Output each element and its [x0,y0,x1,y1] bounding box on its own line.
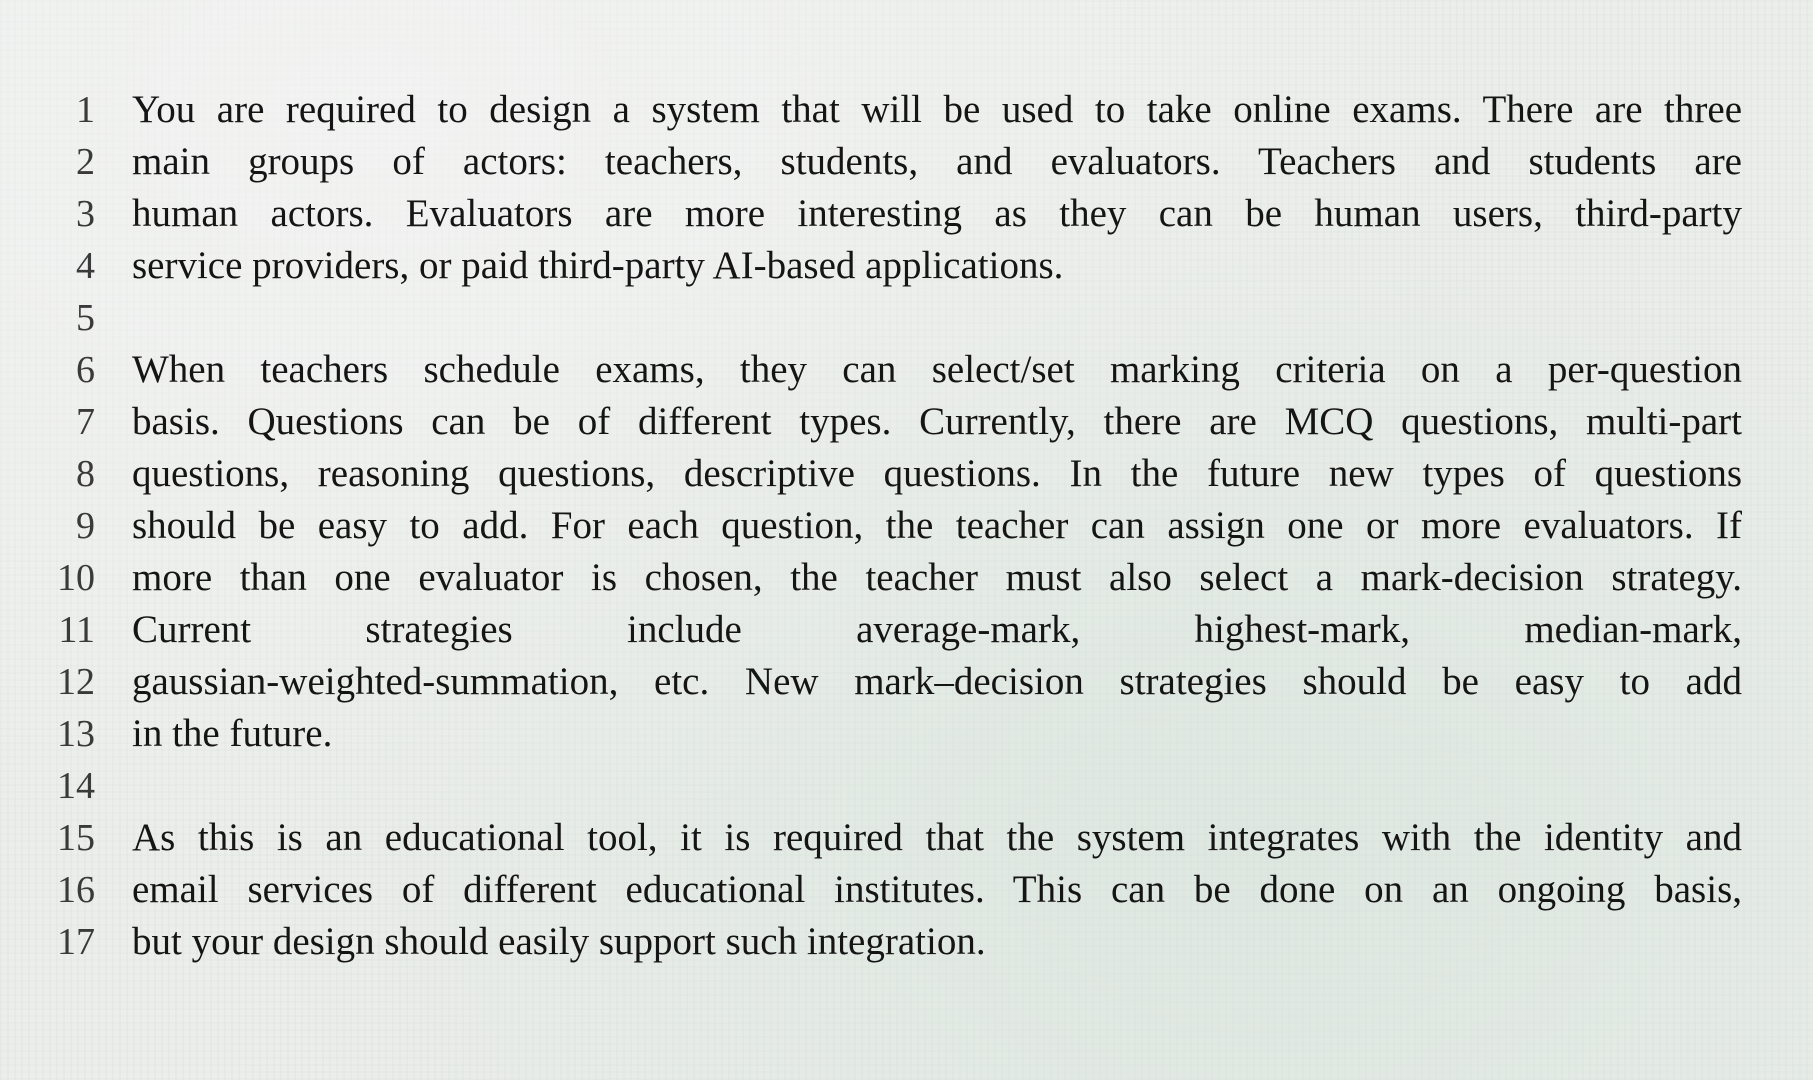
document-line [0,84,1813,136]
line-number: 2 [76,141,95,183]
line-text: should be easy to add. For each question, the teacher can assign one or more evaluators. If [132,504,1742,547]
line-text: more than one evaluator is chosen, the teacher must also select a mark-decision strategy. [132,556,1742,599]
document-line [0,292,1813,344]
line-number: 3 [76,193,95,235]
document-line [0,708,1813,760]
document-line [0,240,1813,292]
line-text: but your design should easily support such integration. [132,920,986,963]
document-line [0,188,1813,240]
document-page [0,84,1813,1004]
document-line [0,552,1813,604]
document-line [0,344,1813,396]
line-text: You are required to design a system that will be used to take online exams. There are three [132,88,1742,131]
line-text: in the future. [132,712,333,755]
line-text: main groups of actors: teachers, students, and evaluators. Teachers and students are [132,140,1742,183]
document-line [0,656,1813,708]
line-text: gaussian-weighted-summation, etc. New mark–decision strategies should be easy to add [132,660,1742,703]
line-number: 6 [76,349,95,391]
line-number: 14 [57,765,95,807]
line-number: 15 [57,817,95,859]
line-text: email services of different educational institutes. This can be done on an ongoing basis, [132,868,1742,911]
document-line [0,500,1813,552]
document-line [0,604,1813,656]
line-text: As this is an educational tool, it is required that the system integrates with the identity and [132,816,1742,859]
line-text: service providers, or paid third-party AI-based applications. [132,244,1064,287]
document-line [0,396,1813,448]
line-text: human actors. Evaluators are more interesting as they can be human users, third-party [132,192,1742,235]
line-number: 4 [76,245,95,287]
document-line [0,760,1813,812]
document-line [0,136,1813,188]
line-number: 5 [76,297,95,339]
line-number: 10 [57,557,95,599]
line-number: 12 [57,661,95,703]
line-number: 8 [76,453,95,495]
line-text: questions, reasoning questions, descriptive questions. In the future new types of questions [132,452,1742,495]
line-number: 16 [57,869,95,911]
line-text: When teachers schedule exams, they can select/set marking criteria on a per-question [132,348,1742,391]
line-text: Current strategies include average-mark, highest-mark, median-mark, [132,608,1742,651]
document-line [0,448,1813,500]
line-number: 1 [76,89,95,131]
document-line [0,916,1813,968]
line-number: 13 [57,713,95,755]
document-line [0,812,1813,864]
line-number: 7 [76,401,95,443]
line-number: 11 [58,609,95,651]
document-line [0,864,1813,916]
line-text: basis. Questions can be of different types. Currently, there are MCQ questions, multi-part [132,400,1742,443]
line-number: 9 [76,505,95,547]
line-number: 17 [57,921,95,963]
